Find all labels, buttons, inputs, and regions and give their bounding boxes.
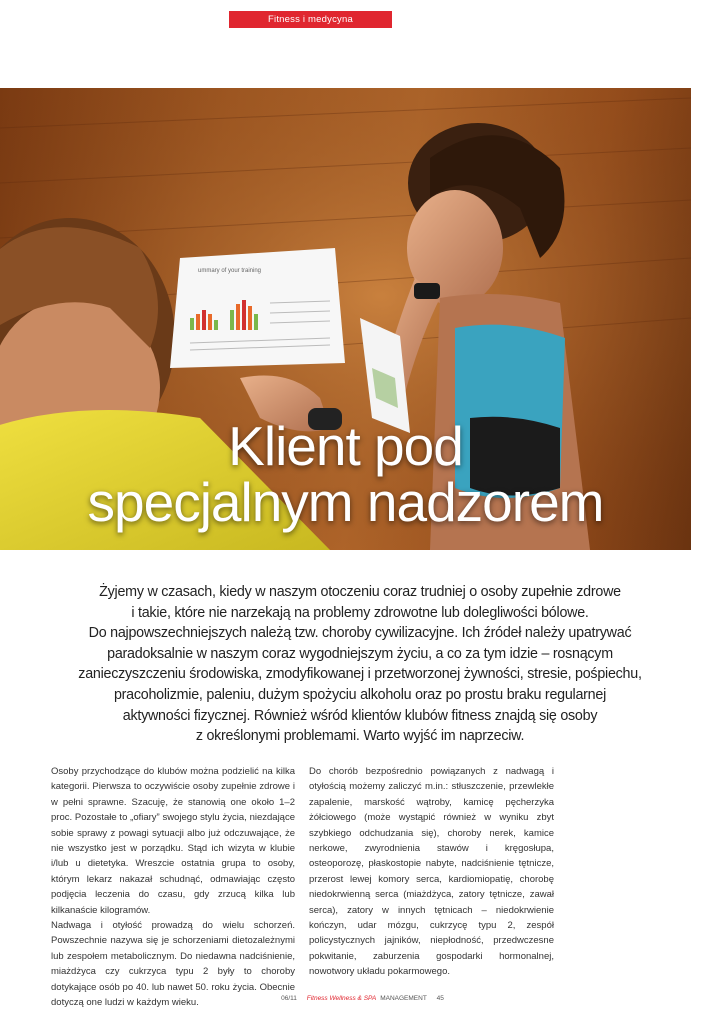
headline-line-1: Klient pod [228, 415, 463, 477]
lead-line: pracoholizmie, paleniu, dużym spożyciu alkoholu oraz po prostu braku regularnej [113, 686, 607, 703]
footer-issue: 06/11 [281, 995, 297, 1002]
page-number: 45 [436, 995, 444, 1002]
headline-line-2: specjalnym nadzorem [87, 471, 604, 533]
sheet-title: ummary of your training [198, 268, 262, 274]
lead-line: zanieczyszczeniu środowiska, zmodyfikowanej i przetworzonej żywności, stresie, pośpiechu, [78, 666, 642, 683]
lead-line: Do najpowszechniejszych należą tzw. choroby cywilizacyjne. Ich źródeł należy upatrywać [88, 625, 632, 642]
body-paragraph: Nadwaga i otyłość prowadzą do wielu schorzeń. Powszechnie nazywa się je schorzeniami dietozależnymi lub zespołem metabolicznym. Do niedawna nadciśnienie, miażdżyca czy cukrzyca typu 2 były to choroby dotykające osób po 40. lub nawet 50. roku życia. Obecnie dotyczą one ludzi w każdym wieku. [51, 920, 295, 1009]
lead-line: Żyjemy w czasach, kiedy w naszym otoczeniu coraz trudniej o osoby zupełnie zdrowe [99, 584, 621, 600]
page-footer [0, 995, 725, 1002]
lead-line: i takie, które nie narzekają na problemy zdrowotne lub dolegliwości bólowe. [131, 604, 589, 621]
body-column-left [51, 764, 295, 1011]
section-tag: Fitness i medycyna [229, 11, 392, 28]
footer-management: MANAGEMENT [380, 995, 427, 1002]
lead-line: z określonymi problemami. Warto wyjść im naprzeciw. [195, 728, 525, 745]
body-paragraph: Do chorób bezpośrednio powiązanych z nadwagą i otyłością możemy zaliczyć m.in.: stłuszczenie, przewlekłe zapalenie, marskość wątroby, kamicę pęcherzyka żółciowego (może wystąpić również w wyniku zbyt szybkiego odchudzania się), choroby nerek, kamice nerkowe, zwyrodnienia stawów i kręgosłupa, osteoporozę, płaskostopie nabyte, nadciśnienie tętnicze, przerost lewej komory serca, kardiomiopatię, chorobę niedokrwienną serca (miażdżyca, zatory tętnicze, zawał serca), zatory w innych tętnicach – niedokrwienie kończyn, udar mózgu, cukrzycę typu 2, zespół policystycznych jajników, niepłodność, przedwczesne pokwitanie, zaburzenia gospodarki hormonalnej, nowotwory układu pokarmowego. [309, 766, 554, 978]
body-paragraph: Osoby przychodzące do klubów można podzielić na kilka kategorii. Pierwsza to oczywiście osoby zupełnie zdrowe i w pełni sprawne. Szacuję, że stanowią one około 1–2 proc. Pozostałe to „ofiary” swojego stylu życia, niezdające sobie sprawy z powagi sytuacji albo już odczuwające, że nie wszystko jest w porządku. Stąd ich wizyta w klubie i/lub u dietetyka. Wreszcie ostatnia grupa to osoby, którym lekarz nakazał schudnąć, odmawiając często podjęcia leczenia do czasu, gdy zrzucą kilka lub kilkanaście kilogramów. [51, 766, 295, 916]
article-headline [0, 415, 691, 533]
footer-magazine: Fitness Wellness & SPA [306, 995, 377, 1002]
lead-line: aktywności fizycznej. Również wśród klientów klubów fitness znajdą się osoby [122, 707, 598, 724]
article-lead [40, 582, 680, 747]
body-column-right [309, 764, 554, 980]
lead-line: paradoksalnie w naszym coraz wygodniejszym życiu, a co za tym idzie – rosnącym [107, 645, 613, 662]
